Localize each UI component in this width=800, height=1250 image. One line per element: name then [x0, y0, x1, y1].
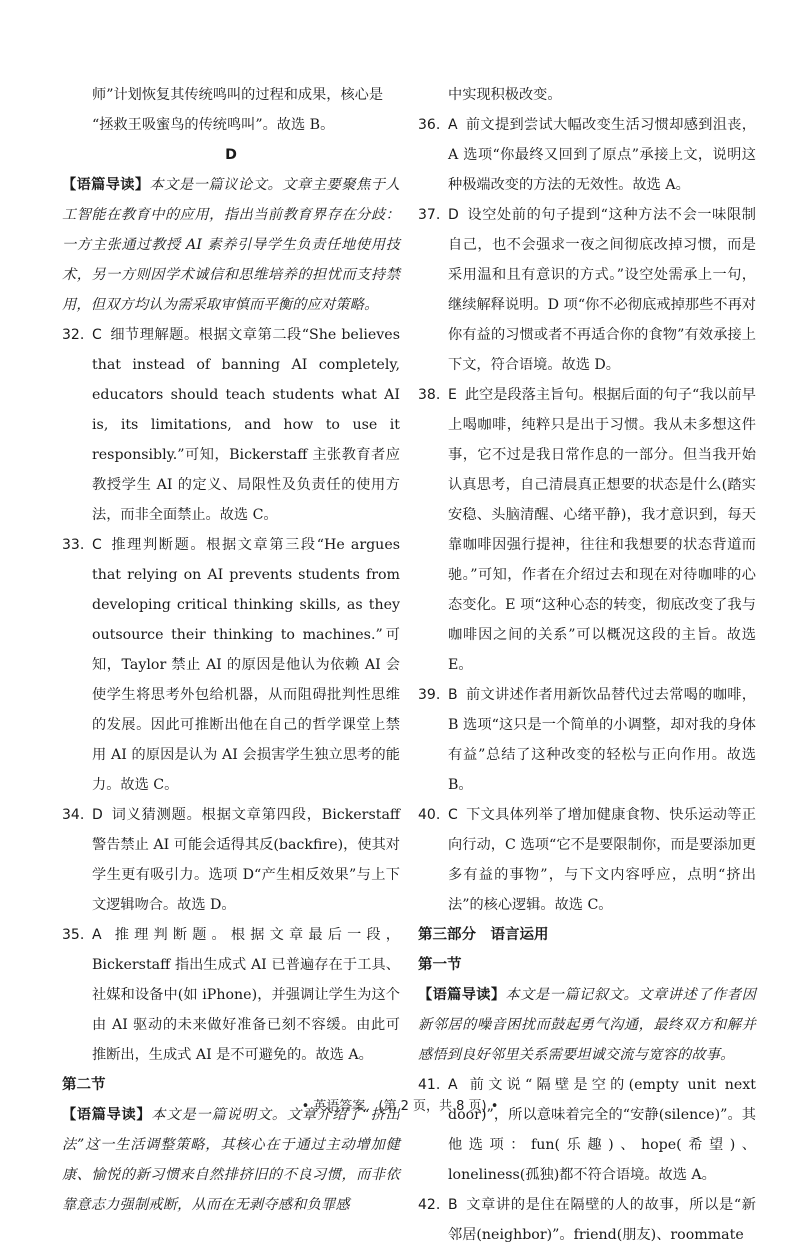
question-number: 37. [418, 207, 441, 223]
answer-item [418, 110, 756, 200]
right-column [418, 80, 756, 1250]
section-heading: 第一节 [418, 957, 462, 973]
question-number: 34. [62, 807, 85, 823]
answer-item [62, 800, 400, 920]
question-number: 42. [418, 1197, 441, 1213]
explanation-text: 推理判断题。根据文章最后一段，Bickerstaff 指出生成式 AI 已普遍存在于工具、社媒和设备中(如 iPhone)，并强调让学生为这个由 AI 驱动的未来做好准备已刻不容缓。由此可推断出，生成式 AI 是不可避免的。故选 A。 [92, 927, 400, 1063]
explanation-text: 此空是段落主旨句。根据后面的句子“我以前早上喝咖啡，纯粹只是出于习惯。我从未多想这件事，它不过是我日常作息的一部分。但当我开始认真思考，自己清晨真正想要的状态是什么(踏实安稳、头脑清醒、心绪平静)，我才意识到，每天靠咖啡因强行提神，往往和我想要的状态背道而驰。”可知，作者在介绍过去和现在对待咖啡的心态变化。E 项“这种心态的转变，彻底改变了我与咖啡因之间的关系”可以概况这段的主旨。故选 E。 [448, 387, 756, 673]
question-number: 38. [418, 387, 441, 403]
answer-item [418, 680, 756, 800]
guide-section-2 [62, 1100, 400, 1220]
answer-letter: E [448, 387, 457, 403]
guide-tag: 【语篇导读】 [62, 1107, 152, 1123]
continued-text-line: “拯救王吸蜜鸟的传统鸣叫”。故选 B。 [92, 117, 335, 133]
guide-text: 本文是一篇记叙文。文章讲述了作者因新邻居的噪音困扰而鼓起勇气沟通，最终双方和解并感悟到良好邻里关系需要坦诚交流与宽容的故事。 [418, 987, 756, 1063]
explanation-text: 前文讲述作者用新饮品替代过去常喝的咖啡，B 选项“这只是一个简单的小调整，却对我的身体有益”总结了这种改变的轻松与正向作用。故选 B。 [448, 687, 756, 793]
explanation-text: 推理判断题。根据文章第三段“He argues that relying on AI prevents students from developing critical thinking skills, as they outsource their thinking to machines.”可知，Taylor 禁止 AI 的原因是他认为依赖 AI 会使学生将思考外包给机器，从而阻碍批判性思维的发展。因此可推断出他在自己的哲学课堂上禁用 AI 的原因是认为 AI 会损害学生独立思考的能力。故选 C。 [92, 537, 400, 793]
passage-d-heading: D [225, 147, 237, 163]
answer-letter: C [448, 807, 458, 823]
explanation-text: 设空处前的句子提到“这种方法不会一味限制自己，也不会强求一夜之间彻底改掉习惯，而是采用温和且有意识的方式。”设空处需承上一句，继续解释说明。D 项“你不必彻底戒掉那些不再对你有益的习惯或者不再适合你的食物”有效承接上下文，符合语境。故选 D。 [448, 207, 756, 373]
answer-letter: A [448, 1077, 458, 1093]
answer-item [418, 380, 756, 680]
guide-d [62, 170, 400, 320]
explanation-text: 前文提到尝试大幅改变生活习惯却感到沮丧，A 选项“你最终又回到了原点”承接上文，说明这种极端改变的方法的无效性。故选 A。 [448, 117, 756, 193]
answer-item [418, 200, 756, 380]
explanation-text: 下文具体列举了增加健康食物、快乐运动等正向行动，C 选项“它不是要限制你，而是要添加更多有益的事物”，与下文内容呼应，点明“挤出法”的核心逻辑。故选 C。 [448, 807, 756, 913]
answer-letter: B [448, 1197, 458, 1213]
answer-item [62, 530, 400, 800]
continued-text-line: 中实现积极改变。 [448, 87, 562, 103]
question-number: 40. [418, 807, 441, 823]
continued-text-line: 师”计划恢复其传统鸣叫的过程和成果，核心是 [92, 87, 384, 103]
section-heading: 第二节 [62, 1077, 106, 1093]
answer-item [418, 1070, 756, 1190]
question-number: 36. [418, 117, 441, 133]
explanation-text: 细节理解题。根据文章第二段“She believes that instead of banning AI completely, educators should teach students what AI is, its limitations, and how to use it responsibly.”可知，Bickerstaff 主张教育者应教授学生 AI 的定义、局限性及负责任的使用方法，而非全面禁止。故选 C。 [92, 327, 400, 523]
answer-letter: C [92, 537, 102, 553]
guide-text: 本文是一篇说明文。文章介绍了“挤出法”这一生活调整策略，其核心在于通过主动增加健康、愉悦的新习惯来自然排挤旧的不良习惯，而非依靠意志力强制戒断，从而在无剥夺感和负罪感 [62, 1107, 400, 1213]
answer-item [62, 920, 400, 1070]
left-column [62, 80, 400, 1220]
question-number: 33. [62, 537, 85, 553]
page-footer: • 英语答案 (第 2 页，共 8 页) • [301, 1099, 499, 1114]
answer-letter: D [448, 207, 459, 223]
part-heading: 第三部分 语言运用 [418, 927, 549, 943]
answer-letter: C [92, 327, 102, 343]
explanation-text: 文章讲的是住在隔壁的人的故事，所以是“新邻居(neighbor)”。friend(朋友)、roommate [448, 1197, 756, 1243]
question-number: 41. [418, 1077, 441, 1093]
answer-letter: B [448, 687, 458, 703]
guide-text: 本文是一篇议论文。文章主要聚焦于人工智能在教育中的应用，指出当前教育界存在分歧：一方主张通过教授 AI 素养引导学生负责任地使用技术，另一方则因学术诚信和思维培养的担忧而支持禁用，但双方均认为需采取审慎而平衡的应对策略。 [62, 177, 400, 313]
guide-tag: 【语篇导读】 [62, 177, 150, 193]
question-number: 39. [418, 687, 441, 703]
answer-item [62, 320, 400, 530]
question-number: 35. [62, 927, 85, 943]
answer-item [418, 1190, 756, 1250]
question-number: 32. [62, 327, 85, 343]
guide-section-1 [418, 980, 756, 1070]
answer-letter: A [448, 117, 458, 133]
answer-letter: A [92, 927, 102, 943]
explanation-text: 前文说“隔壁是空的(empty unit next door)”，所以意味着完全的“安静(silence)”。其他选项：fun(乐趣)、hope(希望)、loneliness(孤独)都不符合语境。故选 A。 [448, 1077, 756, 1183]
explanation-text: 词义猜测题。根据文章第四段，Bickerstaff 警告禁止 AI 可能会适得其反(backfire)，使其对学生更有吸引力。选项 D“产生相反效果”与上下文逻辑吻合。故选 D。 [92, 807, 400, 913]
answer-item [418, 800, 756, 920]
guide-tag: 【语篇导读】 [418, 987, 506, 1003]
answer-letter: D [92, 807, 103, 823]
